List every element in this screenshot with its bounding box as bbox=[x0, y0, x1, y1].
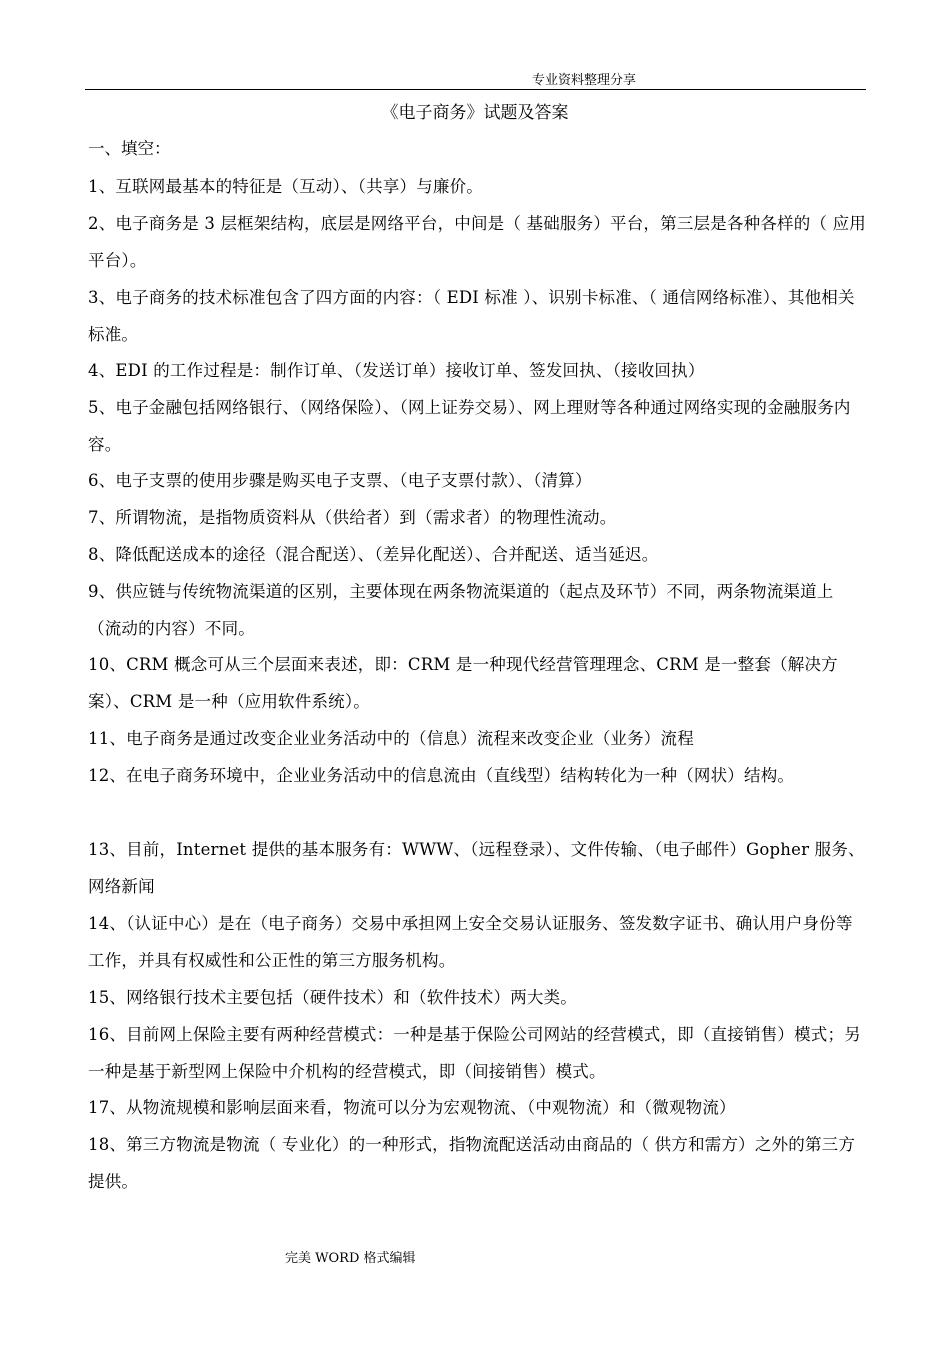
question-item-12: 12、在电子商务环境中，企业业务活动中的信息流由（直线型）结构转化为一种（网状）结构。 bbox=[88, 766, 795, 785]
question-item-10: 10、CRM 概念可从三个层面来表述，即：CRM 是一种现代经营管理理念、CRM 是一整套（解决方案）、CRM 是一种（应用软件系统）。 bbox=[88, 655, 838, 711]
question-item-7: 7、所谓物流，是指物质资料从（供给者）到（需求者）的物理性流动。 bbox=[88, 508, 617, 527]
question-item-1: 1、互联网最基本的特征是（互动）、（共享）与廉价。 bbox=[88, 177, 483, 196]
question-item-18: 18、第三方物流是物流（ 专业化）的一种形式，指物流配送活动由商品的（ 供方和需方）之外的第三方提供。 bbox=[88, 1135, 856, 1191]
document-title: 《电子商务》试题及答案 bbox=[381, 103, 569, 123]
header-divider bbox=[85, 89, 866, 90]
question-item-17: 17、从物流规模和影响层面来看，物流可以分为宏观物流、（中观物流）和（微观物流） bbox=[88, 1098, 736, 1117]
question-item-2: 2、电子商务是 3 层框架结构，底层是网络平台，中间是（ 基础服务）平台，第三层是各种各样的（ 应用平台）。 bbox=[88, 214, 866, 270]
question-item-3: 3、电子商务的技术标准包含了四方面的内容：（ EDI 标准 ）、识别卡标准、（ 通信网络标准）、其他相关标准。 bbox=[88, 288, 855, 344]
page-footer-text: 完美 WORD 格式编辑 bbox=[285, 1251, 416, 1266]
question-item-6: 6、电子支票的使用步骤是购买电子支票、（电子支票付款）、（清算） bbox=[88, 471, 592, 490]
question-item-16: 16、目前网上保险主要有两种经营模式：一种是基于保险公司网站的经营模式，即（直接销售）模式；另一种是基于新型网上保险中介机构的经营模式，即（间接销售）模式。 bbox=[88, 1025, 861, 1081]
question-item-14: 14、（认证中心）是在（电子商务）交易中承担网上安全交易认证服务、签发数字证书、确认用户身份等工作，并具有权威性和公正性的第三方服务机构。 bbox=[88, 914, 853, 970]
question-item-15: 15、网络银行技术主要包括（硬件技术）和（软件技术）两大类。 bbox=[88, 988, 577, 1007]
page-header-text: 专业资料整理分享 bbox=[532, 73, 637, 88]
section-heading: 一、填空： bbox=[88, 139, 171, 158]
question-item-8: 8、降低配送成本的途径（混合配送）、（差异化配送）、合并配送、适当延迟。 bbox=[88, 545, 659, 564]
question-item-9: 9、供应链与传统物流渠道的区别，主要体现在两条物流渠道的（起点及环节）不同，两条物流渠道上（流动的内容）不同。 bbox=[88, 582, 834, 638]
question-item-11: 11、电子商务是通过改变企业业务活动中的（信息）流程来改变企业（业务）流程 bbox=[88, 729, 694, 748]
question-item-5: 5、电子金融包括网络银行、（网络保险）、（网上证券交易）、网上理财等各种通过网络实现的金融服务内容。 bbox=[88, 398, 851, 454]
question-item-13: 13、目前，Internet 提供的基本服务有：WWW、（远程登录）、文件传输、（电子邮件）Gopher 服务、网络新闻 bbox=[88, 840, 865, 896]
question-item-4: 4、EDI 的工作过程是：制作订单、（发送订单）接收订单、签发回执、（接收回执） bbox=[88, 361, 705, 380]
